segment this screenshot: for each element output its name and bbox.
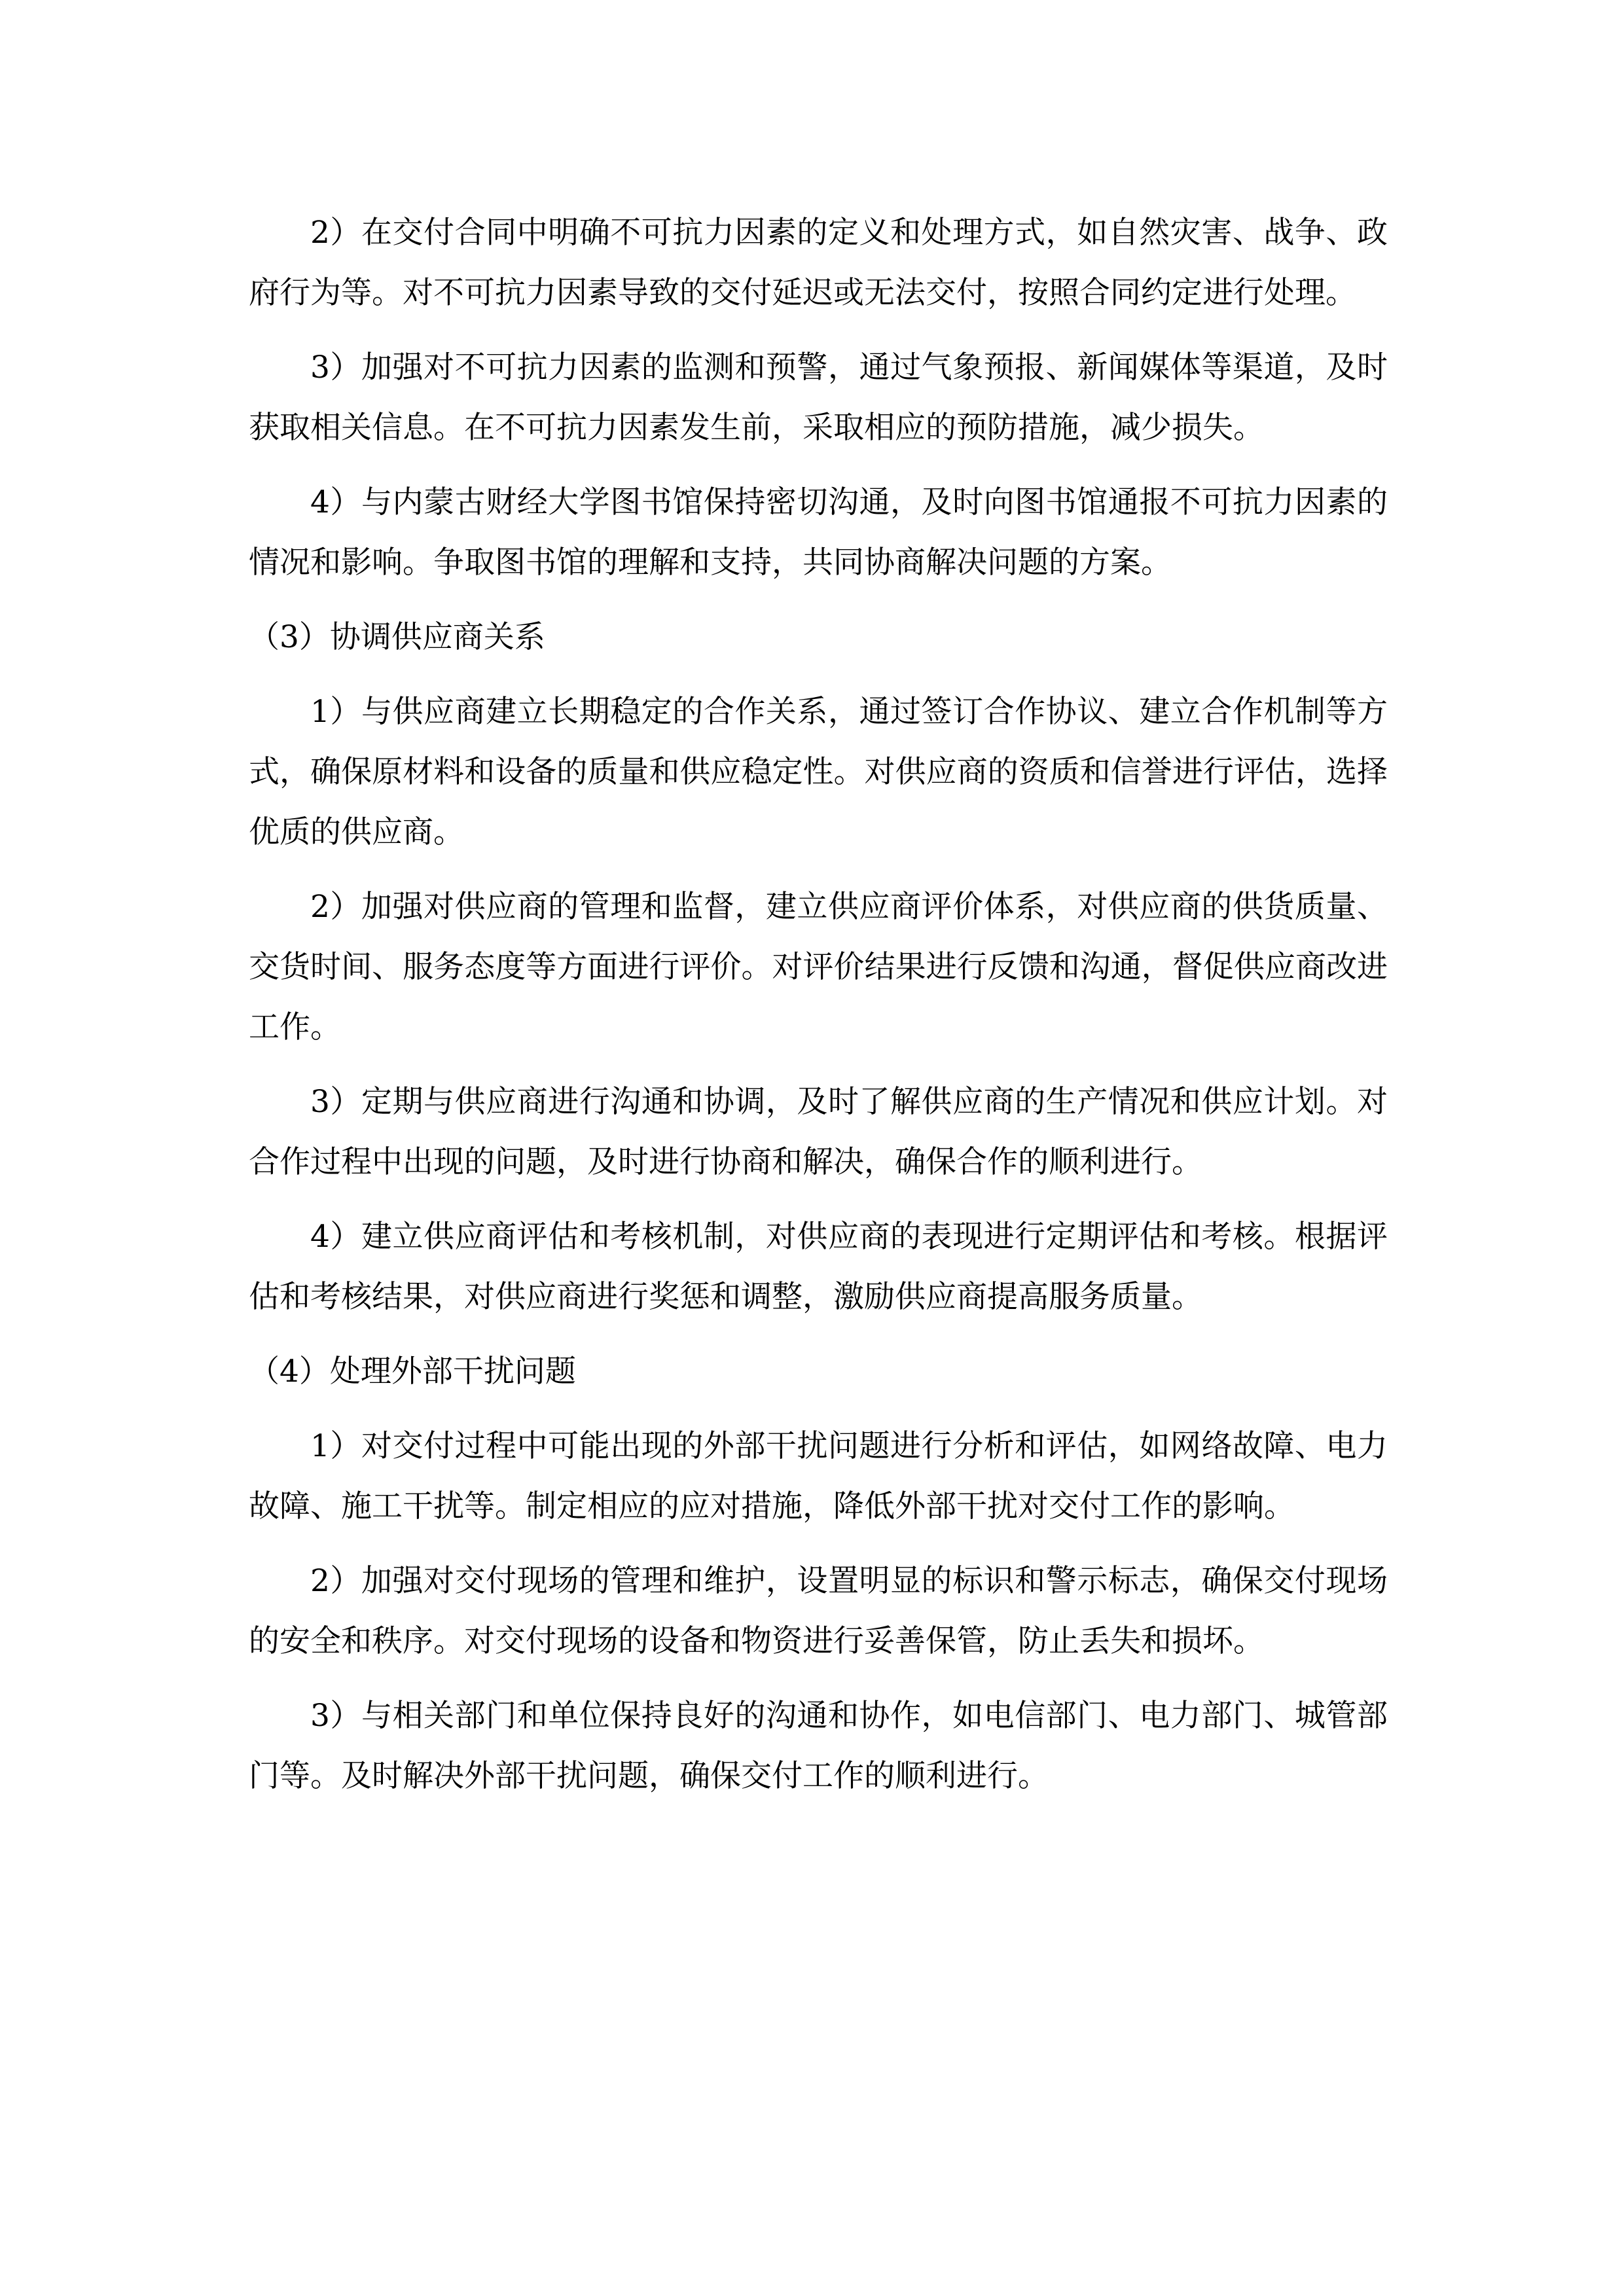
paragraph-force-majeure-4: 4）与内蒙古财经大学图书馆保持密切沟通，及时向图书馆通报不可抗力因素的情况和影响。争取图书馆的理解和支持，共同协商解决问题的方案。 [249, 484, 1388, 581]
section-heading-supplier-relations: （3）协调供应商关系 [249, 619, 545, 655]
section-heading-external-interference: （4）处理外部干扰问题 [249, 1354, 576, 1390]
paragraph-supplier-1: 1）与供应商建立长期稳定的合作关系，通过签订合作协议、建立合作机制等方式，确保原材料和设备的质量和供应稳定性。对供应商的资质和信誉进行评估，选择优质的供应商。 [249, 694, 1388, 850]
paragraph-interference-3: 3）与相关部门和单位保持良好的沟通和协作，如电信部门、电力部门、城管部门等。及时解决外部干扰问题，确保交付工作的顺利进行。 [249, 1698, 1388, 1794]
paragraph-supplier-4: 4）建立供应商评估和考核机制，对供应商的表现进行定期评估和考核。根据评估和考核结果，对供应商进行奖惩和调整，激励供应商提高服务质量。 [249, 1219, 1388, 1315]
paragraph-supplier-2: 2）加强对供应商的管理和监督，建立供应商评价体系，对供应商的供货质量、交货时间、服务态度等方面进行评价。对评价结果进行反馈和沟通，督促供应商改进工作。 [249, 889, 1388, 1045]
paragraph-interference-2: 2）加强对交付现场的管理和维护，设置明显的标识和警示标志，确保交付现场的安全和秩序。对交付现场的设备和物资进行妥善保管，防止丢失和损坏。 [249, 1563, 1388, 1659]
paragraph-interference-1: 1）对交付过程中可能出现的外部干扰问题进行分析和评估，如网络故障、电力故障、施工干扰等。制定相应的应对措施，降低外部干扰对交付工作的影响。 [249, 1428, 1388, 1524]
paragraph-force-majeure-3: 3）加强对不可抗力因素的监测和预警，通过气象预报、新闻媒体等渠道，及时获取相关信息。在不可抗力因素发生前，采取相应的预防措施，减少损失。 [249, 350, 1388, 446]
paragraph-force-majeure-2: 2）在交付合同中明确不可抗力因素的定义和处理方式，如自然灾害、战争、政府行为等。对不可抗力因素导致的交付延迟或无法交付，按照合同约定进行处理。 [249, 215, 1388, 311]
document-body [249, 203, 1388, 1821]
paragraph-supplier-3: 3）定期与供应商进行沟通和协调，及时了解供应商的生产情况和供应计划。对合作过程中出现的问题，及时进行协商和解决，确保合作的顺利进行。 [249, 1084, 1388, 1180]
